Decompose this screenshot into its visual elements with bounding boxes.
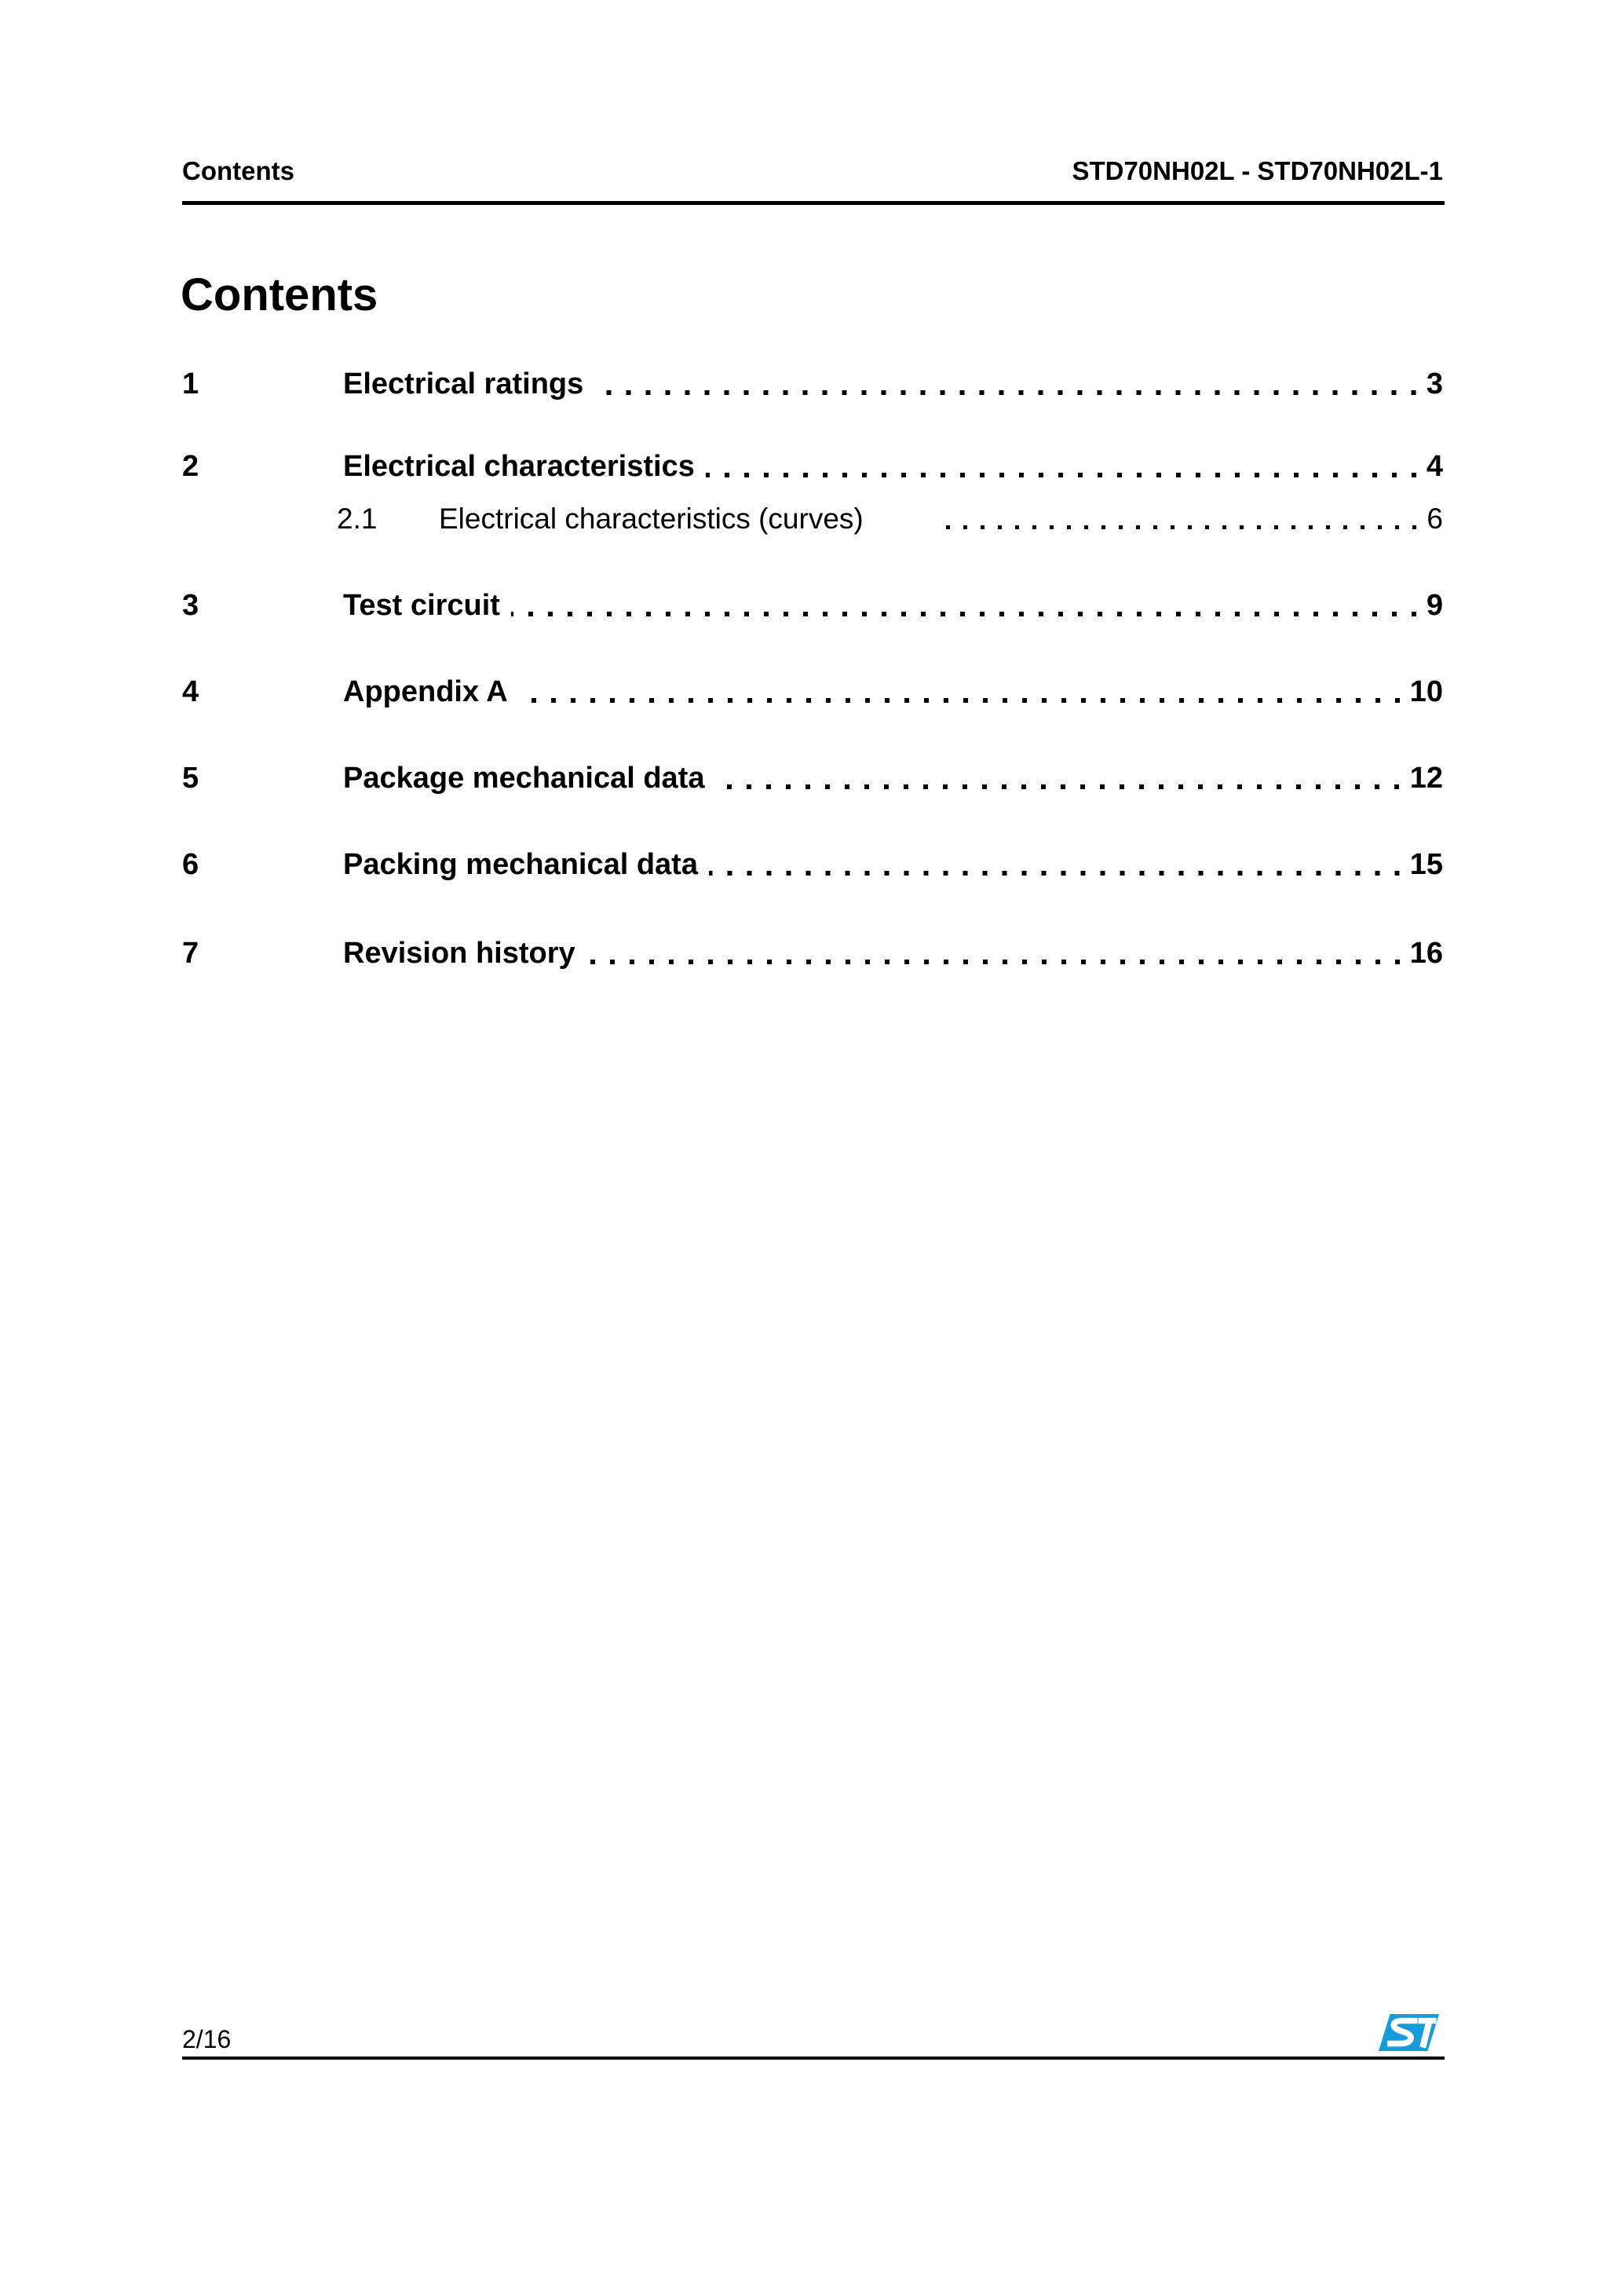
toc-dot-leader xyxy=(709,846,1400,883)
toc-entry-package-mechanical-data[interactable] xyxy=(182,760,1443,796)
toc-dot-leader xyxy=(715,760,1399,796)
toc-entry-number: 6 xyxy=(182,848,199,881)
toc-entry-packing-mechanical-data[interactable] xyxy=(182,846,1443,883)
toc-entry-label: Electrical ratings xyxy=(343,367,584,400)
toc-dot-leader xyxy=(511,587,1416,623)
header-part-numbers: STD70NH02L - STD70NH02L-1 xyxy=(1072,156,1443,185)
toc-entry-revision-history[interactable] xyxy=(182,935,1443,971)
toc-entry-number: 5 xyxy=(182,762,199,795)
table-of-contents xyxy=(182,366,1443,971)
toc-entry-page: 3 xyxy=(1426,367,1443,400)
toc-dot-leader xyxy=(594,366,1416,402)
toc-entry-label: Revision history xyxy=(343,937,575,970)
toc-entry-page: 12 xyxy=(1409,762,1443,795)
toc-entry-page: 9 xyxy=(1426,589,1443,622)
toc-entry-page: 4 xyxy=(1426,450,1443,483)
st-microelectronics-logo-icon xyxy=(1379,2014,1439,2051)
toc-entry-number: 1 xyxy=(182,367,199,400)
toc-entry-label: Package mechanical data xyxy=(343,762,705,795)
toc-entry-label: Appendix A xyxy=(343,675,508,708)
toc-entry-label: Test circuit xyxy=(343,589,500,622)
toc-entry-electrical-ratings[interactable] xyxy=(182,366,1443,402)
toc-entry-number: 4 xyxy=(182,675,199,708)
toc-entry-number: 2.1 xyxy=(337,503,378,535)
toc-entry-number: 7 xyxy=(182,937,199,970)
toc-entry-test-circuit[interactable] xyxy=(182,587,1443,623)
toc-dot-leader xyxy=(706,448,1416,484)
header-section-name: Contents xyxy=(182,156,294,185)
toc-entry-electrical-characteristics-curves[interactable] xyxy=(182,501,1443,537)
toc-entry-number: 3 xyxy=(182,589,199,622)
header-rule xyxy=(182,201,1445,205)
page-title: Contents xyxy=(181,269,378,320)
toc-dot-leader xyxy=(519,674,1400,710)
toc-entry-electrical-characteristics[interactable] xyxy=(182,448,1443,484)
toc-entry-page: 16 xyxy=(1409,937,1443,970)
toc-entry-number: 2 xyxy=(182,450,199,483)
toc-dot-leader xyxy=(586,935,1400,971)
toc-entry-label: Electrical characteristics xyxy=(343,450,695,483)
page-number-indicator: 2/16 xyxy=(182,2025,232,2053)
toc-entry-page: 10 xyxy=(1409,675,1443,708)
toc-entry-page: 15 xyxy=(1409,848,1443,881)
toc-entry-appendix-a[interactable] xyxy=(182,674,1443,710)
toc-entry-label: Electrical characteristics (curves) xyxy=(439,503,864,535)
toc-entry-label: Packing mechanical data xyxy=(343,848,698,881)
footer-rule xyxy=(182,2057,1445,2060)
toc-entry-page: 6 xyxy=(1427,503,1443,535)
toc-dot-leader xyxy=(945,501,1416,537)
